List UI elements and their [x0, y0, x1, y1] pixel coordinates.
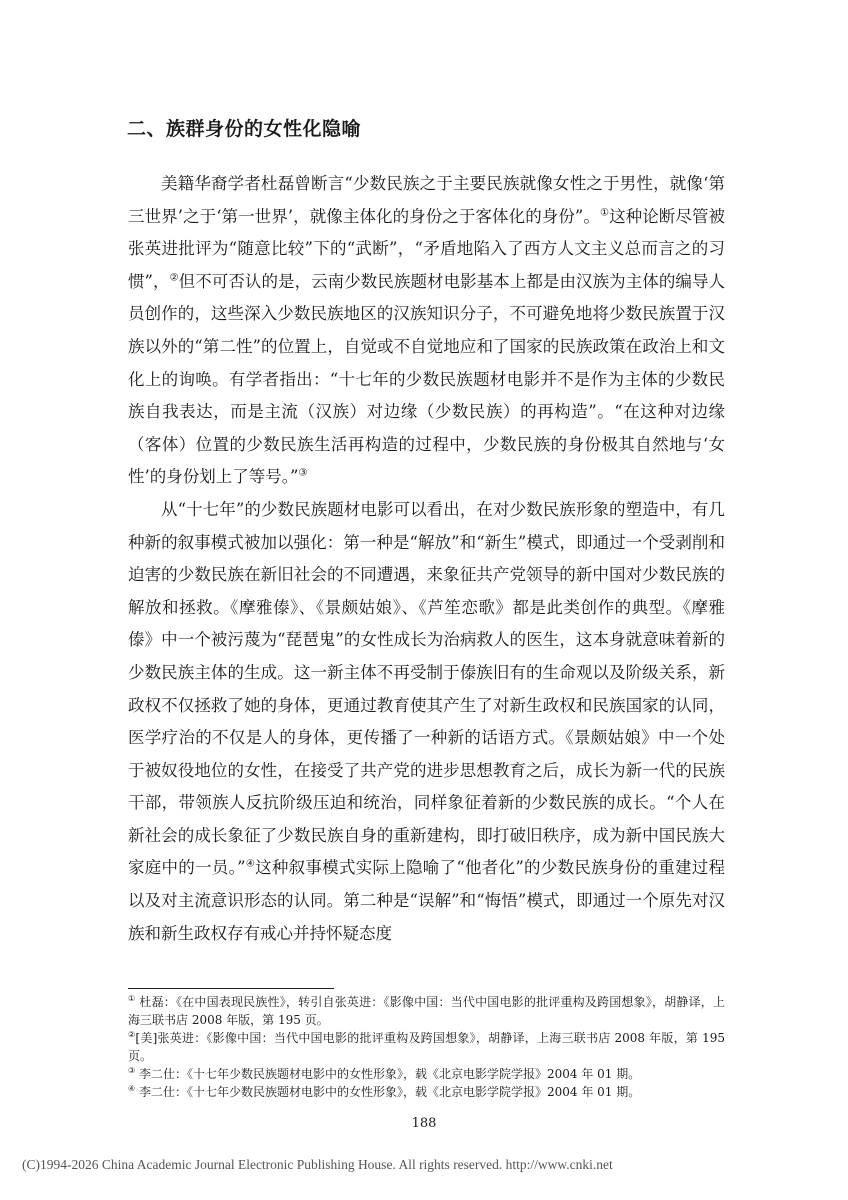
footnote-text: 李二仕：《十七年少数民族题材电影中的女性形象》，载《北京电影学院学报》2004 年 01 期。	[135, 1085, 641, 1099]
section-heading: 二、族群身份的女性化隐喻	[127, 118, 362, 140]
paragraph-text: 美籍华裔学者杜磊曾断言“少数民族之于主要民族就像女性之于男性，就像‘第三世界’之于‘第一世界’，就像主体化的身份之于客体化的身份”。	[128, 174, 725, 226]
page-number: 188	[411, 1116, 437, 1131]
paragraph-1	[128, 168, 725, 494]
footnote-mark: ③	[128, 1066, 136, 1075]
footnote-mark: ④	[128, 1084, 136, 1093]
footnote-ref[interactable]: ④	[245, 858, 256, 870]
footnote-mark: ②	[128, 1030, 136, 1039]
paragraph-text: 从“十七年”的少数民族题材电影可以看出，在对少数民族形象的塑造中，有几种新的叙事模式被加以强化：第一种是“解放”和“新生”模式，即通过一个受剥削和迫害的少数民族在新旧社会的不同遭遇，来象征共产党领导的新中国对少数民族的解放和拯救。《摩雅傣》、《景颇姑娘》、《芦笙恋歌》都是此类创作的典型。《摩雅傣》中一个被污蔑为“琵琶鬼”的女性成长为治病救人的医生，这本身就意味着新的少数民族主体的生成。这一新主体不再受制于傣族旧有的生命观以及阶级关系，新政权不仅拯救了她的身体，更通过教育使其产生了对新生政权和民族国家的认同，医学疗治的不仅是人的身体，更传播了一种新的话语方式。《景颇姑娘》中一个处于被奴役地位的女性，在接受了共产党的进步思想教育之后，成长为新一代的民族干部，带领族人反抗阶级压迫和统治，同样象征着新的少数民族的成长。“个人在新社会的成长象征了少数民族自身的重新建构，即打破旧秩序，成为新中国民族大家庭中的一员。”	[128, 499, 725, 878]
footnote-2	[128, 1029, 725, 1065]
footnote-mark: ①	[128, 994, 136, 1003]
footnote-text: [美]张英进：《影像中国：当代中国电影的批评重构及跨国想象》，胡静译，上海三联书店 2008 年版，第 195 页。	[128, 1031, 726, 1063]
footnote-4	[128, 1083, 725, 1101]
paragraph-text: 这种论断尽管被张英进批评为“随意比较”下的“武断”，“矛盾地陷入了西方人文主义总而言之的习惯”，	[128, 206, 726, 291]
footnote-3	[128, 1065, 725, 1083]
paragraph-2	[128, 494, 725, 950]
footnote-ref[interactable]: ③	[298, 467, 308, 479]
footnote-text: 杜磊：《在中国表现民族性》，转引自张英进：《影像中国：当代中国电影的批评重构及跨国想象》，胡静译，上海三联书店 2008 年版，第 195 页。	[128, 995, 725, 1027]
footnote-divider	[128, 988, 334, 989]
copyright-notice: (C)1994-2026 China Academic Journal Electronic Publishing House. All rights reserved. http://www.cnki.net	[22, 1157, 613, 1172]
footnote-ref[interactable]: ②	[169, 272, 179, 284]
footnote-ref[interactable]: ①	[600, 207, 610, 219]
footnotes	[128, 993, 725, 1101]
footnote-1	[128, 993, 725, 1029]
paragraph-text: 这种叙事模式实际上隐喻了“他者化”的少数民族身份的重建过程以及对主流意识形态的认同。第二种是“误解”和“悔悟”模式，即通过一个原先对汉族和新生政权存有戒心并持怀疑态度	[128, 858, 726, 943]
body-text	[128, 168, 725, 950]
footnote-text: 李二仕：《十七年少数民族题材电影中的女性形象》，载《北京电影学院学报》2004 年 01 期。	[135, 1067, 641, 1081]
paragraph-text: 但不可否认的是，云南少数民族题材电影基本上都是由汉族为主体的编导人员创作的，这些深入少数民族地区的汉族知识分子，不可避免地将少数民族置于汉族以外的“第二性”的位置上，自觉或不自觉地应和了国家的民族政策在政治上和文化上的询唤。有学者指出：“十七年的少数民族题材电影并不是作为主体的少数民族自我表达，而是主流（汉族）对边缘（少数民族）的再构造”。“在这种对边缘（客体）位置的少数民族生活再构造的过程中，少数民族的身份极其自然地与‘女性’的身份划上了等号。”	[128, 271, 726, 487]
